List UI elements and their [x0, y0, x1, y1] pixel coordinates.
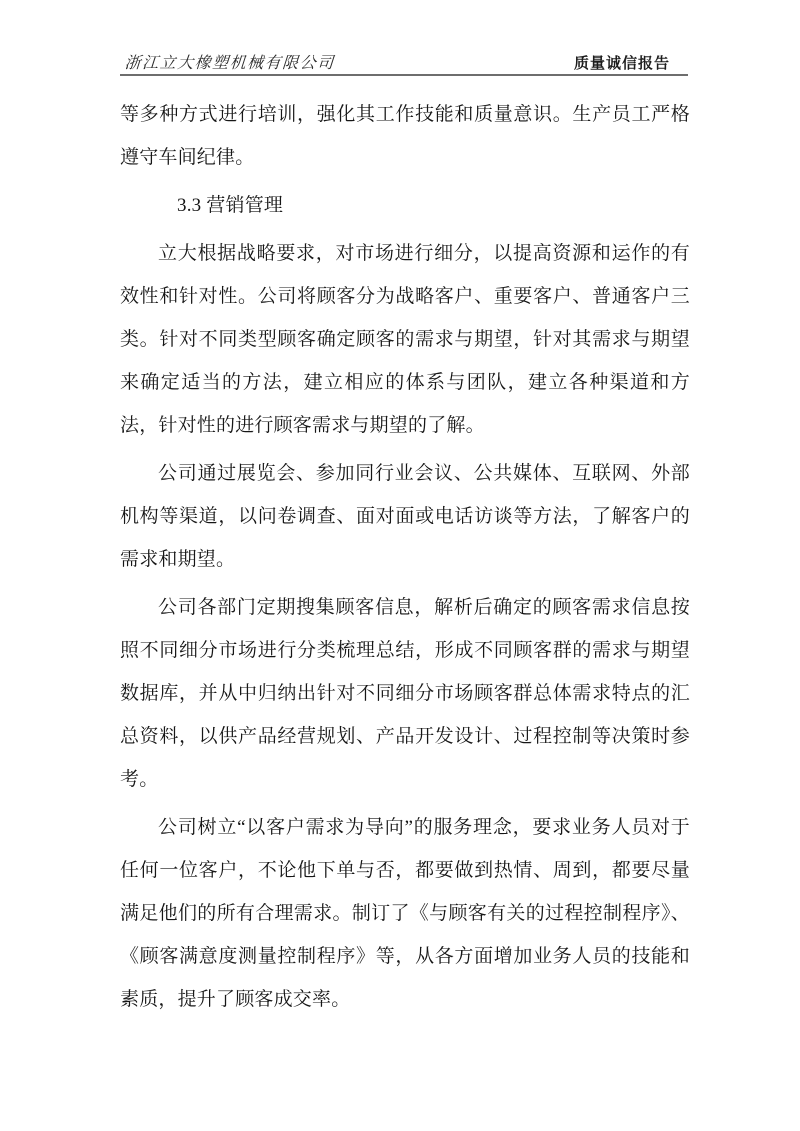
document-body: [120, 93, 690, 1026]
paragraph-information-channels: 公司通过展览会、参加同行业会议、公共媒体、互联网、外部机构等渠道，以问卷调查、面对面或电话访谈等方法，了解客户的需求和期望。: [120, 463, 690, 570]
section-heading-marketing: 3.3 营销管理: [177, 195, 284, 216]
paragraph-market-segmentation: 立大根据战略要求，对市场进行细分，以提高资源和运作的有效性和针对性。公司将顾客分为战略客户、重要客户、普通客户三类。针对不同类型顾客确定顾客的需求与期望，针对其需求与期望来确定适当的方法，建立相应的体系与团队，建立各种渠道和方法，针对性的进行顾客需求与期望的了解。: [120, 243, 690, 436]
header-rule: [120, 74, 688, 76]
paragraph-customer-database: 公司各部门定期搜集顾客信息，解析后确定的顾客需求信息按照不同细分市场进行分类梳理总结，形成不同顾客群的需求与期望数据库，并从中归纳出针对不同细分市场顾客群总体需求特点的汇总资料，以供产品经营规划、产品开发设计、过程控制等决策时参考。: [120, 597, 690, 790]
paragraph-service-concept: 公司树立“以客户需求为导向”的服务理念，要求业务人员对于任何一位客户，不论他下单与否，都要做到热情、周到，都要尽量满足他们的所有合理需求。制订了《与顾客有关的过程控制程序》、《顾客满意度测量控制程序》等，从各方面增加业务人员的技能和素质，提升了顾客成交率。: [120, 817, 690, 1010]
paragraph-training-continuation: 等多种方式进行培训，强化其工作技能和质量意识。生产员工严格遵守车间纪律。: [120, 104, 690, 168]
header-report-title: 质量诚信报告: [573, 56, 670, 72]
page-header: [124, 50, 688, 73]
header-company-name: 浙江立大橡塑机械有限公司: [124, 55, 336, 72]
